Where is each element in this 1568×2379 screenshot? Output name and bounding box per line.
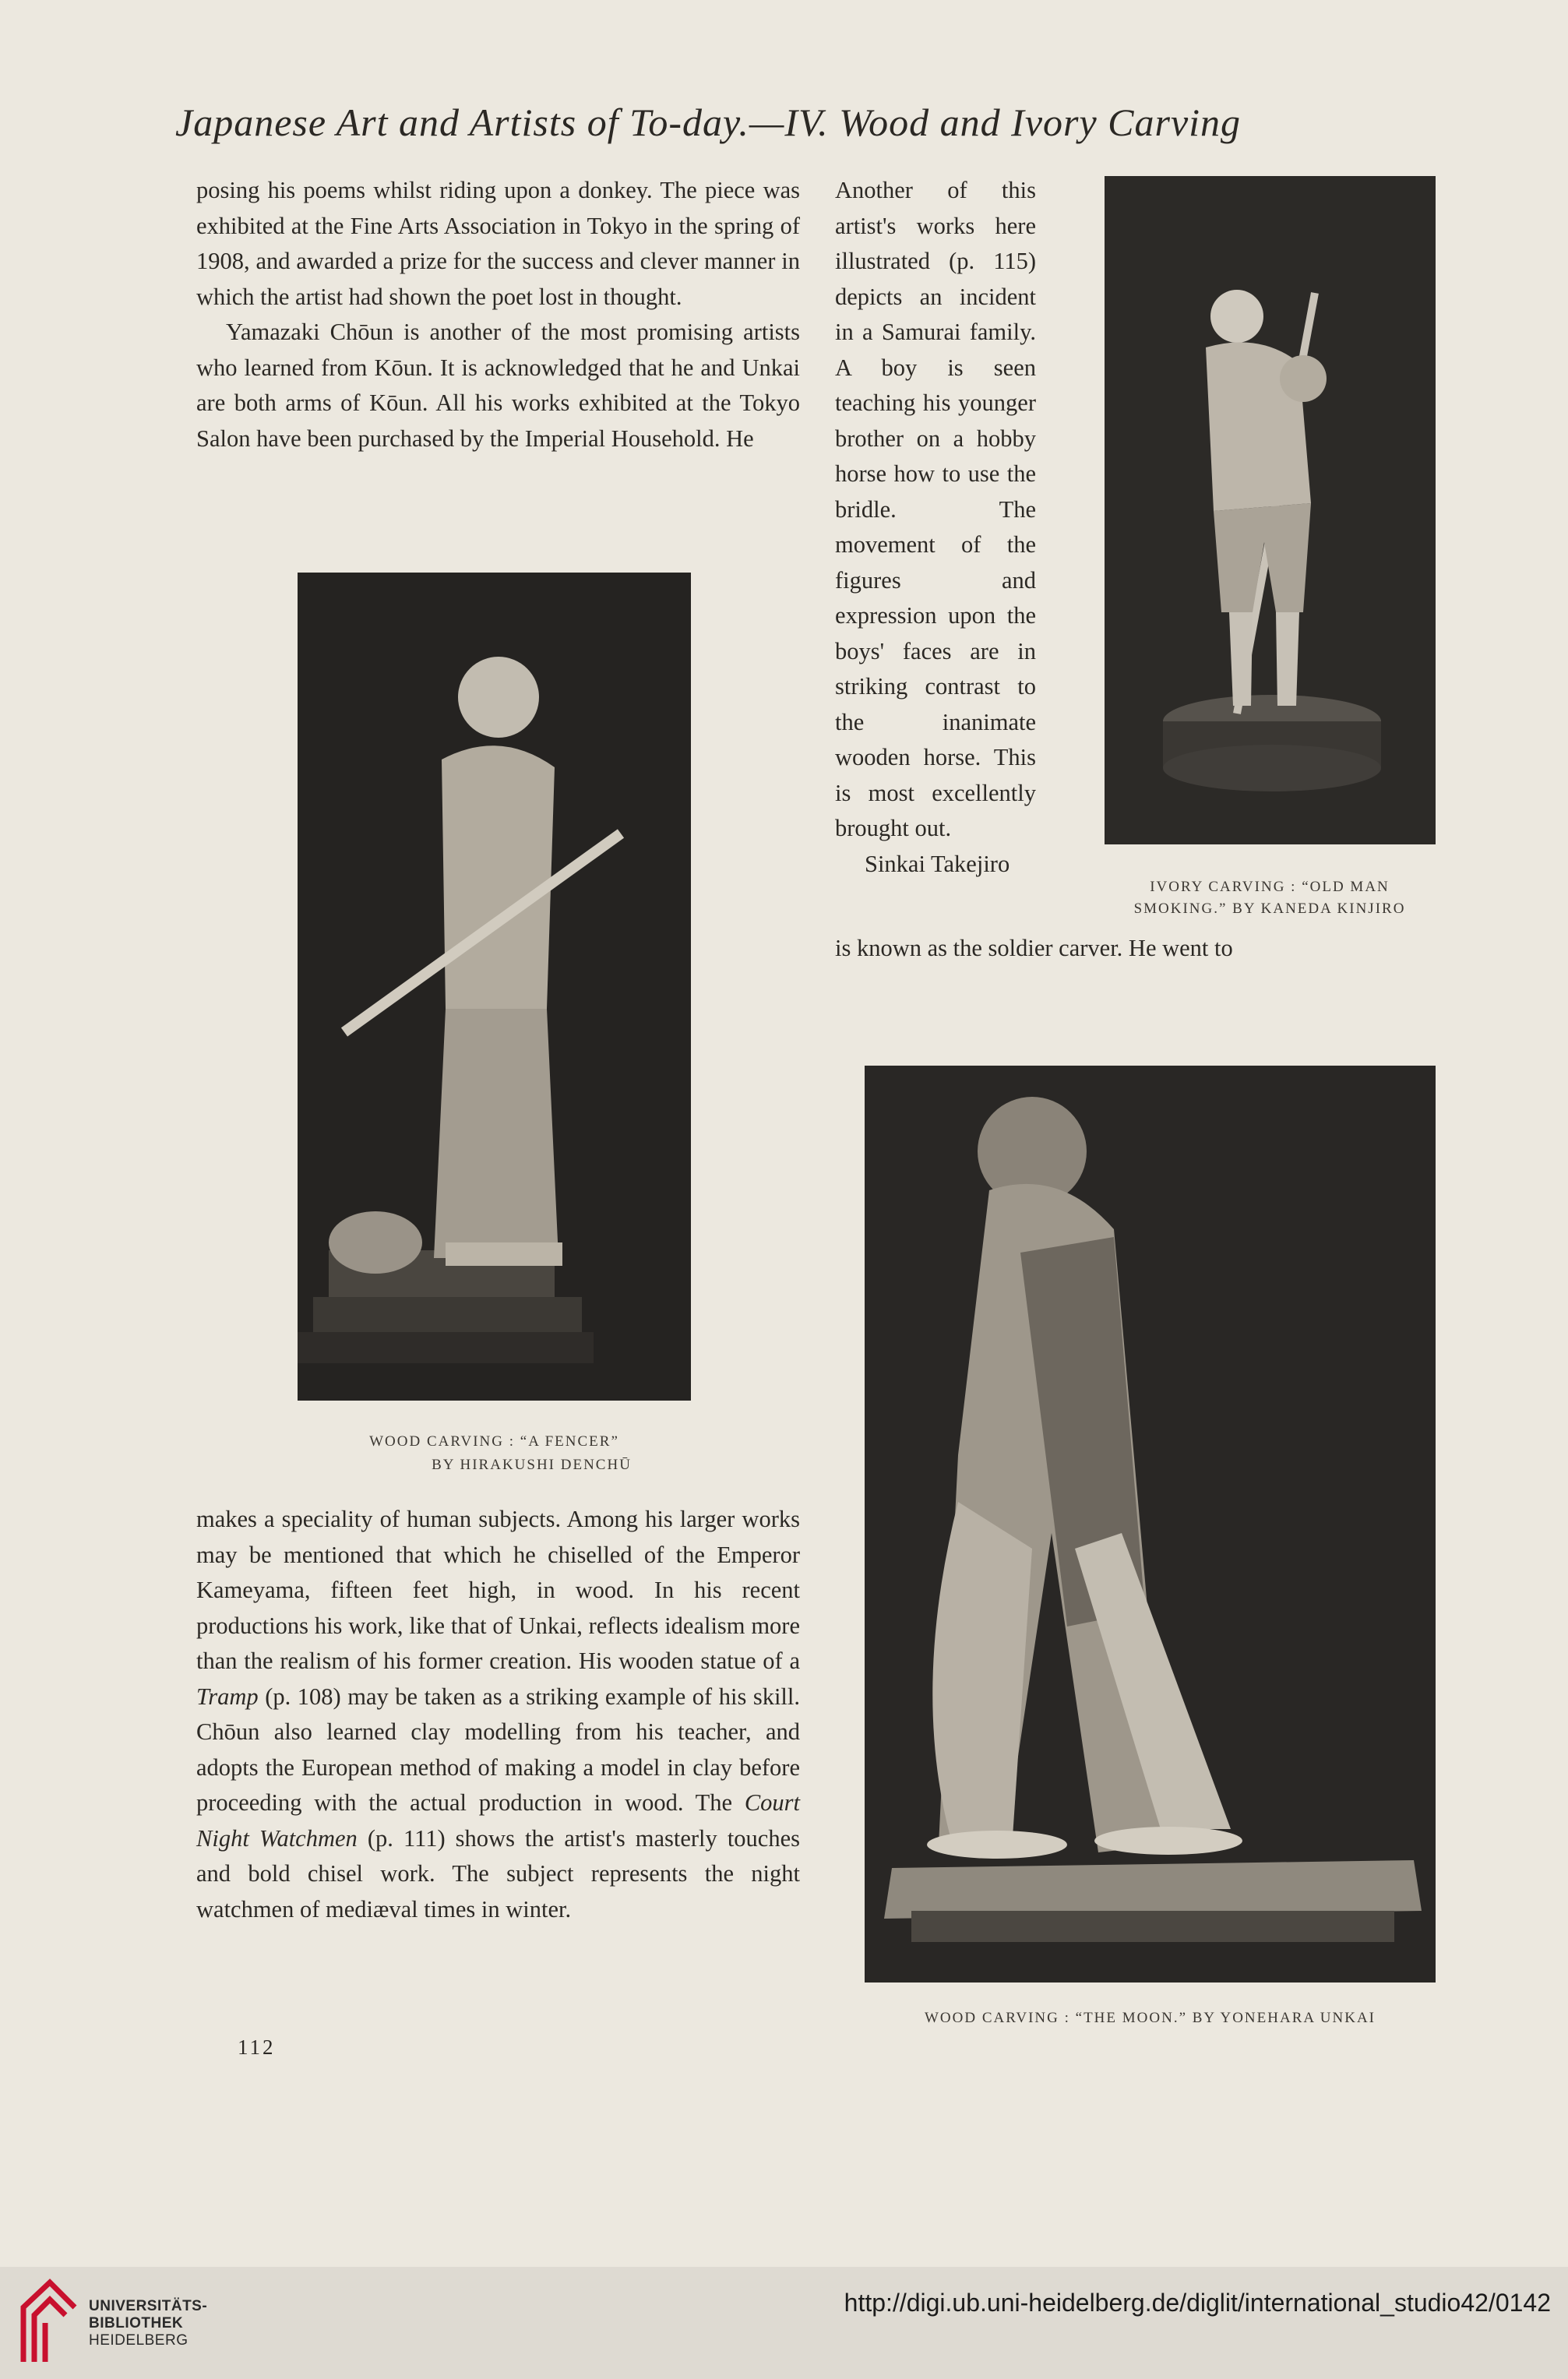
paragraph-start: Sinkai Takejiro — [865, 850, 1010, 877]
fencer-figure-image — [298, 573, 691, 1401]
paragraph: Another of this artist's works here illustrated (p. 115) depicts an incident in a Samurai family. A boy is seen teaching his younger brother on a hobby horse how to use the bridle. The movement of the figures and expression upon the boys' faces are in striking contrast to the inanimate wooden horse. This is most excellently brought out. — [835, 177, 1036, 841]
left-column-top — [196, 173, 800, 456]
caption-moon: WOOD CARVING : “THE MOON.” BY YONEHARA UNKAI — [924, 2010, 1376, 2026]
italic-title: Court Night Watchmen — [196, 1789, 801, 1852]
moon-figure-image — [865, 1066, 1436, 1982]
paragraph-continued: is known as the soldier carver. He went to — [835, 935, 1233, 961]
digitization-footer — [0, 2267, 1568, 2379]
library-name-line1: UNIVERSITÄTS- — [89, 2298, 208, 2314]
caption-fencer-line1: WOOD CARVING : “A FENCER” — [369, 1433, 619, 1450]
text-run: makes a speciality of human subjects. Among his larger works may be mentioned that which he chiselled of the Emperor Kameyama, fifteen feet high, in wood. In his recent productions his work, like that of Unkai, reflects idealism more than the realism of his former creation. His wooden statue of a — [196, 1506, 800, 1674]
paragraph: Yamazaki Chōun is another of the most promising artists who learned from Kōun. It is acknowledged that he and Unkai are both arms of Kōun. All his works exhibited at the Tokyo Salon have been purchased by the Imperial Household. He — [196, 319, 800, 452]
heidelberg-library-logo-icon — [19, 2276, 79, 2368]
old-man-figure-image — [1105, 176, 1436, 844]
ivory-old-man-photo — [1105, 176, 1436, 844]
italic-title: Tramp — [196, 1683, 259, 1710]
library-name-line2: BIBLIOTHEK — [89, 2315, 184, 2331]
caption-old-man-line2: SMOKING.” BY KANEDA KINJIRO — [1133, 900, 1406, 917]
right-column-narrow — [835, 173, 1036, 882]
wood-fencer-photo — [298, 573, 691, 1401]
page-number: 112 — [238, 2035, 276, 2059]
text-run: (p. 111) shows the artist's masterly touches and bold chisel work. The subject represents the night watchmen of mediæval times in winter. — [196, 1824, 801, 1923]
right-column-continuation — [835, 931, 1439, 967]
text-run: (p. 108) may be taken as a striking example of his skill. Chōun also learned clay modelling from his teacher, and adopts the European method of making a model in clay before proceeding with the actual production in wood. The — [196, 1683, 801, 1816]
library-name-line3: HEIDELBERG — [89, 2332, 189, 2349]
source-url-link[interactable]: http://digi.ub.uni-heidelberg.de/diglit/international_studio42/0142 — [844, 2289, 1551, 2317]
wood-moon-photo — [865, 1066, 1436, 1982]
caption-old-man-line1: IVORY CARVING : “OLD MAN — [1150, 879, 1390, 895]
caption-fencer-line2: BY HIRAKUSHI DENCHŪ — [432, 1457, 632, 1473]
paragraph — [196, 1502, 800, 1927]
paragraph: posing his poems whilst riding upon a donkey. The piece was exhibited at the Fine Arts Association in Tokyo in the spring of 1908, and awarded a prize for the success and clever manner in which the artist had shown the poet lost in thought. — [196, 177, 800, 310]
left-column-bottom — [196, 1502, 800, 1927]
running-title: Japanese Art and Artists of To-day.—IV. Wood and Ivory Carving — [175, 100, 1242, 144]
